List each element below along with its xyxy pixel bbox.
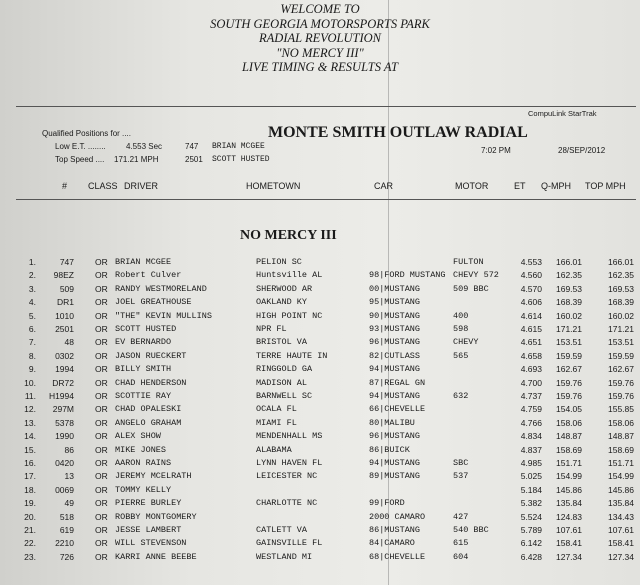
table-row [0, 418, 640, 432]
cell-car: 98|FORD MUSTANG [369, 270, 446, 281]
cell-hometown: OCALA FL [256, 404, 297, 415]
cell-top-mph: 158.69 [608, 444, 634, 455]
table-row [0, 270, 640, 284]
cell-class: OR [95, 551, 108, 562]
cell-class: OR [95, 484, 108, 495]
cell-position: 21. [24, 525, 36, 535]
cell-position: 11. [24, 391, 36, 401]
cell-top-mph: 135.84 [608, 498, 634, 509]
cell-car-number: 0302 [55, 350, 74, 361]
col-qmph: Q-MPH [541, 181, 571, 191]
cell-car-number: 2501 [55, 324, 74, 334]
cell-top-mph: 151.71 [608, 458, 634, 468]
system-label: CompuLink StarTrak [528, 109, 597, 118]
cell-hometown: OAKLAND KY [256, 297, 308, 308]
cell-car-number: 5378 [55, 417, 74, 428]
cell-driver: MIKE JONES [115, 444, 167, 455]
cell-motor: 604 [453, 551, 469, 562]
cell-top-mph: 127.34 [608, 551, 634, 562]
cell-hometown: BARNWELL SC [256, 391, 313, 401]
cell-top-mph: 155.85 [608, 404, 634, 415]
cell-driver: TOMMY KELLY [115, 484, 172, 495]
cell-top-mph: 159.59 [608, 350, 634, 361]
cell-top-mph: 159.76 [608, 391, 634, 401]
cell-car: 89|MUSTANG [369, 471, 421, 482]
cell-driver: JOEL GREATHOUSE [115, 297, 192, 308]
cell-hometown: RINGGOLD GA [256, 364, 313, 375]
cell-driver: PIERRE BURLEY [115, 498, 182, 509]
cell-et: 5.524 [520, 511, 542, 522]
cell-car-number: 2210 [55, 538, 74, 549]
cell-class: OR [95, 525, 108, 535]
cell-et: 4.570 [520, 283, 542, 294]
cell-position: 16. [24, 458, 36, 468]
cell-top-mph: 145.86 [608, 484, 634, 495]
cell-car: 86|BUICK [369, 444, 410, 455]
table-row [0, 391, 640, 405]
cell-hometown: HIGH POINT NC [256, 310, 323, 321]
cell-car: 00|MUSTANG [369, 283, 421, 294]
cell-top-mph: 168.39 [608, 297, 634, 308]
cell-driver: AARON RAINS [115, 458, 172, 468]
cell-driver: CHAD OPALESKI [115, 404, 182, 415]
cell-top-mph: 148.87 [608, 431, 634, 442]
cell-driver: JEREMY MCELRATH [115, 471, 192, 482]
cell-driver: CHAD HENDERSON [115, 377, 187, 388]
cell-position: 7. [28, 337, 36, 348]
table-row [0, 404, 640, 418]
cell-position: 1. [28, 257, 36, 267]
cell-driver: WILL STEVENSON [115, 538, 187, 549]
cell-hometown: GAINSVILLE FL [256, 538, 323, 549]
cell-et: 5.382 [520, 498, 542, 509]
cell-motor: 427 [453, 511, 469, 522]
cell-top-mph: 160.02 [608, 310, 634, 321]
cell-et: 6.428 [520, 551, 542, 562]
table-row [0, 311, 640, 325]
cell-car-number: 518 [59, 511, 74, 522]
cell-class: OR [95, 257, 108, 267]
cell-et: 4.834 [520, 431, 542, 442]
col-car: CAR [374, 181, 394, 191]
cell-q-mph: 168.39 [556, 297, 582, 308]
cell-position: 3. [28, 283, 36, 294]
cell-class: OR [95, 538, 108, 549]
cell-car-number: 509 [59, 283, 74, 294]
cell-car-number: 86 [64, 444, 74, 455]
cell-hometown: LYNN HAVEN FL [256, 458, 323, 468]
cell-driver: ANGELO GRAHAM [115, 417, 182, 428]
cell-car: 80|MALIBU [369, 417, 415, 428]
cell-class: OR [95, 297, 108, 308]
table-row [0, 284, 640, 298]
cell-et: 4.614 [520, 310, 542, 321]
cell-position: 10. [24, 377, 36, 388]
cell-car-number: DR72 [52, 377, 74, 388]
cell-top-mph: 107.61 [608, 525, 634, 535]
cell-car-number: 1990 [55, 431, 74, 442]
time: 7:02 PM [481, 146, 511, 155]
cell-car-number: 0069 [55, 484, 74, 495]
cell-q-mph: 159.59 [556, 350, 582, 361]
cell-et: 4.700 [520, 377, 542, 388]
cell-driver: EV BERNARDO [115, 337, 172, 348]
cell-car-number: 98EZ [53, 270, 74, 281]
cell-motor: 537 [453, 471, 469, 482]
cell-q-mph: 169.53 [556, 283, 582, 294]
cell-class: OR [95, 511, 108, 522]
cell-driver: BRIAN MCGEE [115, 257, 172, 267]
table-row [0, 498, 640, 512]
cell-top-mph: 162.35 [608, 270, 634, 281]
cell-driver: "THE" KEVIN MULLINS [115, 310, 212, 321]
cell-position: 17. [24, 471, 36, 482]
cell-position: 20. [24, 511, 36, 522]
cell-position: 2. [28, 270, 36, 281]
cell-motor: 615 [453, 538, 469, 549]
cell-class: OR [95, 377, 108, 388]
cell-position: 22. [24, 538, 36, 549]
cell-class: OR [95, 324, 108, 334]
cell-et: 5.789 [520, 525, 542, 535]
cell-driver: SCOTT HUSTED [115, 324, 177, 334]
cell-class: OR [95, 283, 108, 294]
cell-car: 68|CHEVELLE [369, 551, 426, 562]
table-row [0, 538, 640, 552]
cell-hometown: MENDENHALL MS [256, 431, 323, 442]
cell-hometown: TERRE HAUTE IN [256, 350, 328, 361]
cell-et: 4.651 [520, 337, 542, 348]
cell-et: 4.560 [520, 270, 542, 281]
cell-q-mph: 171.21 [556, 324, 582, 334]
cell-position: 13. [24, 417, 36, 428]
table-row [0, 257, 640, 271]
cell-driver: SCOTTIE RAY [115, 391, 172, 401]
top-speed-car-number: 2501 [185, 155, 203, 164]
welcome-line: LIVE TIMING & RESULTS AT [241, 60, 398, 74]
welcome-line: WELCOME TO [280, 2, 360, 16]
cell-q-mph: 148.87 [556, 431, 582, 442]
cell-et: 5.184 [520, 484, 542, 495]
cell-car-number: 747 [59, 257, 74, 267]
cell-top-mph: 153.51 [608, 337, 634, 348]
cell-position: 14. [24, 431, 36, 442]
cell-car: 95|MUSTANG [369, 297, 421, 308]
cell-top-mph: 159.76 [608, 377, 634, 388]
cell-car-number: 0420 [55, 458, 74, 468]
top-speed-value: 171.21 MPH [114, 155, 159, 164]
cell-class: OR [95, 404, 108, 415]
cell-q-mph: 158.69 [556, 444, 582, 455]
low-et-label: Low E.T. ........ [55, 142, 106, 151]
cell-car-number: 726 [59, 551, 74, 562]
cell-motor: SBC [453, 458, 469, 468]
cell-class: OR [95, 364, 108, 375]
welcome-line: RADIAL REVOLUTION [259, 31, 381, 45]
section-title: NO MERCY III [240, 228, 337, 243]
qualified-label: Qualified Positions for .... [42, 129, 131, 138]
cell-q-mph: 159.76 [556, 391, 582, 401]
cell-et: 5.025 [520, 471, 542, 482]
cell-class: OR [95, 310, 108, 321]
cell-hometown: CATLETT VA [256, 525, 308, 535]
cell-position: 5. [28, 310, 36, 321]
cell-et: 4.766 [520, 417, 542, 428]
cell-class: OR [95, 350, 108, 361]
col-class: CLASS [88, 181, 118, 191]
cell-hometown: NPR FL [256, 324, 287, 334]
cell-position: 23. [24, 551, 36, 562]
cell-car: 94|MUSTANG [369, 391, 421, 401]
cell-hometown: SHERWOOD AR [256, 283, 313, 294]
cell-q-mph: 124.83 [556, 511, 582, 522]
cell-et: 4.759 [520, 404, 542, 415]
welcome-header [200, 2, 440, 75]
cell-q-mph: 159.76 [556, 377, 582, 388]
cell-driver: KARRI ANNE BEEBE [115, 551, 197, 562]
date: 28/SEP/2012 [558, 146, 606, 155]
cell-motor: FULTON [453, 257, 484, 267]
cell-car: 90|MUSTANG [369, 310, 421, 321]
cell-q-mph: 154.99 [556, 471, 582, 482]
cell-car-number: 48 [64, 337, 74, 348]
cell-class: OR [95, 458, 108, 468]
cell-car-number: 1010 [55, 310, 74, 321]
cell-car: 94|MUSTANG [369, 458, 421, 468]
cell-motor: CHEVY 572 [453, 270, 499, 281]
cell-et: 4.737 [520, 391, 542, 401]
cell-q-mph: 162.35 [556, 270, 582, 281]
separator [16, 199, 636, 200]
welcome-line: SOUTH GEORGIA MOTORSPORTS PARK [210, 16, 430, 31]
cell-car: 94|MUSTANG [369, 364, 421, 375]
col-motor: MOTOR [455, 181, 489, 191]
cell-et: 4.693 [520, 364, 542, 375]
cell-position: 19. [24, 498, 36, 509]
cell-car: 66|CHEVELLE [369, 404, 426, 415]
cell-q-mph: 160.02 [556, 310, 582, 321]
cell-car-number: 13 [64, 471, 74, 482]
cell-driver: BILLY SMITH [115, 364, 172, 375]
table-row [0, 378, 640, 392]
table-row [0, 431, 640, 445]
col-topmph: TOP MPH [585, 181, 626, 191]
cell-class: OR [95, 391, 108, 401]
cell-class: OR [95, 270, 108, 281]
col-num: # [62, 181, 68, 191]
cell-class: OR [95, 498, 108, 509]
table-row [0, 324, 640, 338]
table-row [0, 552, 640, 566]
cell-hometown: MADISON AL [256, 377, 308, 388]
cell-car-number: 619 [59, 525, 74, 535]
cell-position: 6. [28, 324, 36, 334]
cell-top-mph: 158.41 [608, 538, 634, 549]
cell-hometown: CHARLOTTE NC [256, 498, 318, 509]
cell-car-number: 297M [52, 404, 74, 415]
cell-position: 4. [28, 297, 36, 308]
cell-class: OR [95, 431, 108, 442]
cell-driver: ROBBY MONTGOMERY [115, 511, 197, 522]
cell-car: 93|MUSTANG [369, 324, 421, 334]
table-row [0, 445, 640, 459]
table-row [0, 512, 640, 526]
table-row [0, 471, 640, 485]
cell-q-mph: 154.05 [556, 404, 582, 415]
cell-motor: 509 BBC [453, 283, 489, 294]
cell-motor: 400 [453, 310, 469, 321]
table-row [0, 364, 640, 378]
cell-et: 4.985 [520, 458, 542, 468]
cell-hometown: PELION SC [256, 257, 302, 267]
table-row [0, 485, 640, 499]
cell-top-mph: 158.06 [608, 417, 634, 428]
cell-hometown: Huntsville AL [256, 270, 323, 281]
cell-position: 8. [28, 350, 36, 361]
cell-motor: 540 BBC [453, 525, 489, 535]
cell-q-mph: 145.86 [556, 484, 582, 495]
top-speed-driver: SCOTT HUSTED [212, 155, 270, 164]
cell-q-mph: 162.67 [556, 364, 582, 375]
cell-car: 2000 CAMARO [369, 511, 426, 522]
cell-q-mph: 153.51 [556, 337, 582, 348]
cell-car: 99|FORD [369, 498, 405, 509]
col-et: ET [514, 181, 526, 191]
cell-driver: Robert Culver [115, 270, 182, 281]
cell-class: OR [95, 337, 108, 348]
table-row [0, 458, 640, 472]
col-driver: DRIVER [124, 181, 159, 191]
event-title: MONTE SMITH OUTLAW RADIAL [268, 124, 528, 141]
cell-car-number: DR1 [56, 297, 74, 308]
cell-et: 4.553 [520, 257, 542, 267]
cell-car-number: 1994 [55, 364, 74, 375]
cell-q-mph: 151.71 [556, 458, 582, 468]
cell-q-mph: 135.84 [556, 498, 582, 509]
table-row [0, 297, 640, 311]
cell-top-mph: 162.67 [608, 364, 634, 375]
low-et-car-number: 747 [185, 142, 199, 151]
cell-q-mph: 127.34 [556, 551, 582, 562]
cell-car: 96|MUSTANG [369, 337, 421, 348]
cell-hometown: LEICESTER NC [256, 471, 318, 482]
cell-hometown: ALABAMA [256, 444, 292, 455]
cell-et: 6.142 [520, 538, 542, 549]
cell-et: 4.615 [520, 324, 542, 334]
cell-position: 18. [24, 484, 36, 495]
table-row [0, 337, 640, 351]
table-row [0, 351, 640, 365]
cell-driver: JASON RUECKERT [115, 350, 187, 361]
cell-class: OR [95, 417, 108, 428]
cell-hometown: MIAMI FL [256, 417, 297, 428]
cell-q-mph: 158.06 [556, 417, 582, 428]
cell-et: 4.658 [520, 350, 542, 361]
cell-driver: JESSE LAMBERT [115, 525, 182, 535]
cell-driver: ALEX SHOW [115, 431, 161, 442]
cell-position: 15. [24, 444, 36, 455]
cell-top-mph: 169.53 [608, 283, 634, 294]
cell-position: 12. [24, 404, 36, 415]
cell-car: 84|CAMARO [369, 538, 415, 549]
cell-car: 87|REGAL GN [369, 377, 426, 388]
col-hometown: HOMETOWN [246, 181, 301, 191]
cell-q-mph: 166.01 [556, 257, 582, 267]
welcome-line: "NO MERCY III" [276, 45, 364, 60]
cell-top-mph: 154.99 [608, 471, 634, 482]
cell-car: 82|CUTLASS [369, 350, 421, 361]
low-et-value: 4.553 Sec [126, 142, 163, 151]
cell-hometown: WESTLAND MI [256, 551, 313, 562]
cell-hometown: BRISTOL VA [256, 337, 308, 348]
cell-car: 96|MUSTANG [369, 431, 421, 442]
cell-class: OR [95, 444, 108, 455]
top-speed-label: Top Speed .... [55, 155, 105, 164]
cell-q-mph: 107.61 [556, 525, 582, 535]
low-et-driver: BRIAN MCGEE [212, 142, 265, 151]
cell-et: 4.837 [520, 444, 542, 455]
cell-car-number: 49 [64, 498, 74, 509]
cell-position: 9. [28, 364, 36, 375]
cell-motor: 598 [453, 324, 469, 334]
cell-car-number: H1994 [48, 391, 74, 401]
cell-motor: CHEVY [453, 337, 479, 348]
cell-driver: RANDY WESTMORELAND [115, 283, 207, 294]
cell-car: 86|MUSTANG [369, 525, 421, 535]
cell-top-mph: 134.43 [608, 511, 634, 522]
cell-class: OR [95, 471, 108, 482]
cell-et: 4.606 [520, 297, 542, 308]
table-row [0, 525, 640, 539]
separator [16, 106, 636, 107]
cell-top-mph: 171.21 [608, 324, 634, 334]
cell-motor: 565 [453, 350, 469, 361]
cell-q-mph: 158.41 [556, 538, 582, 549]
cell-motor: 632 [453, 391, 469, 401]
cell-top-mph: 166.01 [608, 257, 634, 267]
